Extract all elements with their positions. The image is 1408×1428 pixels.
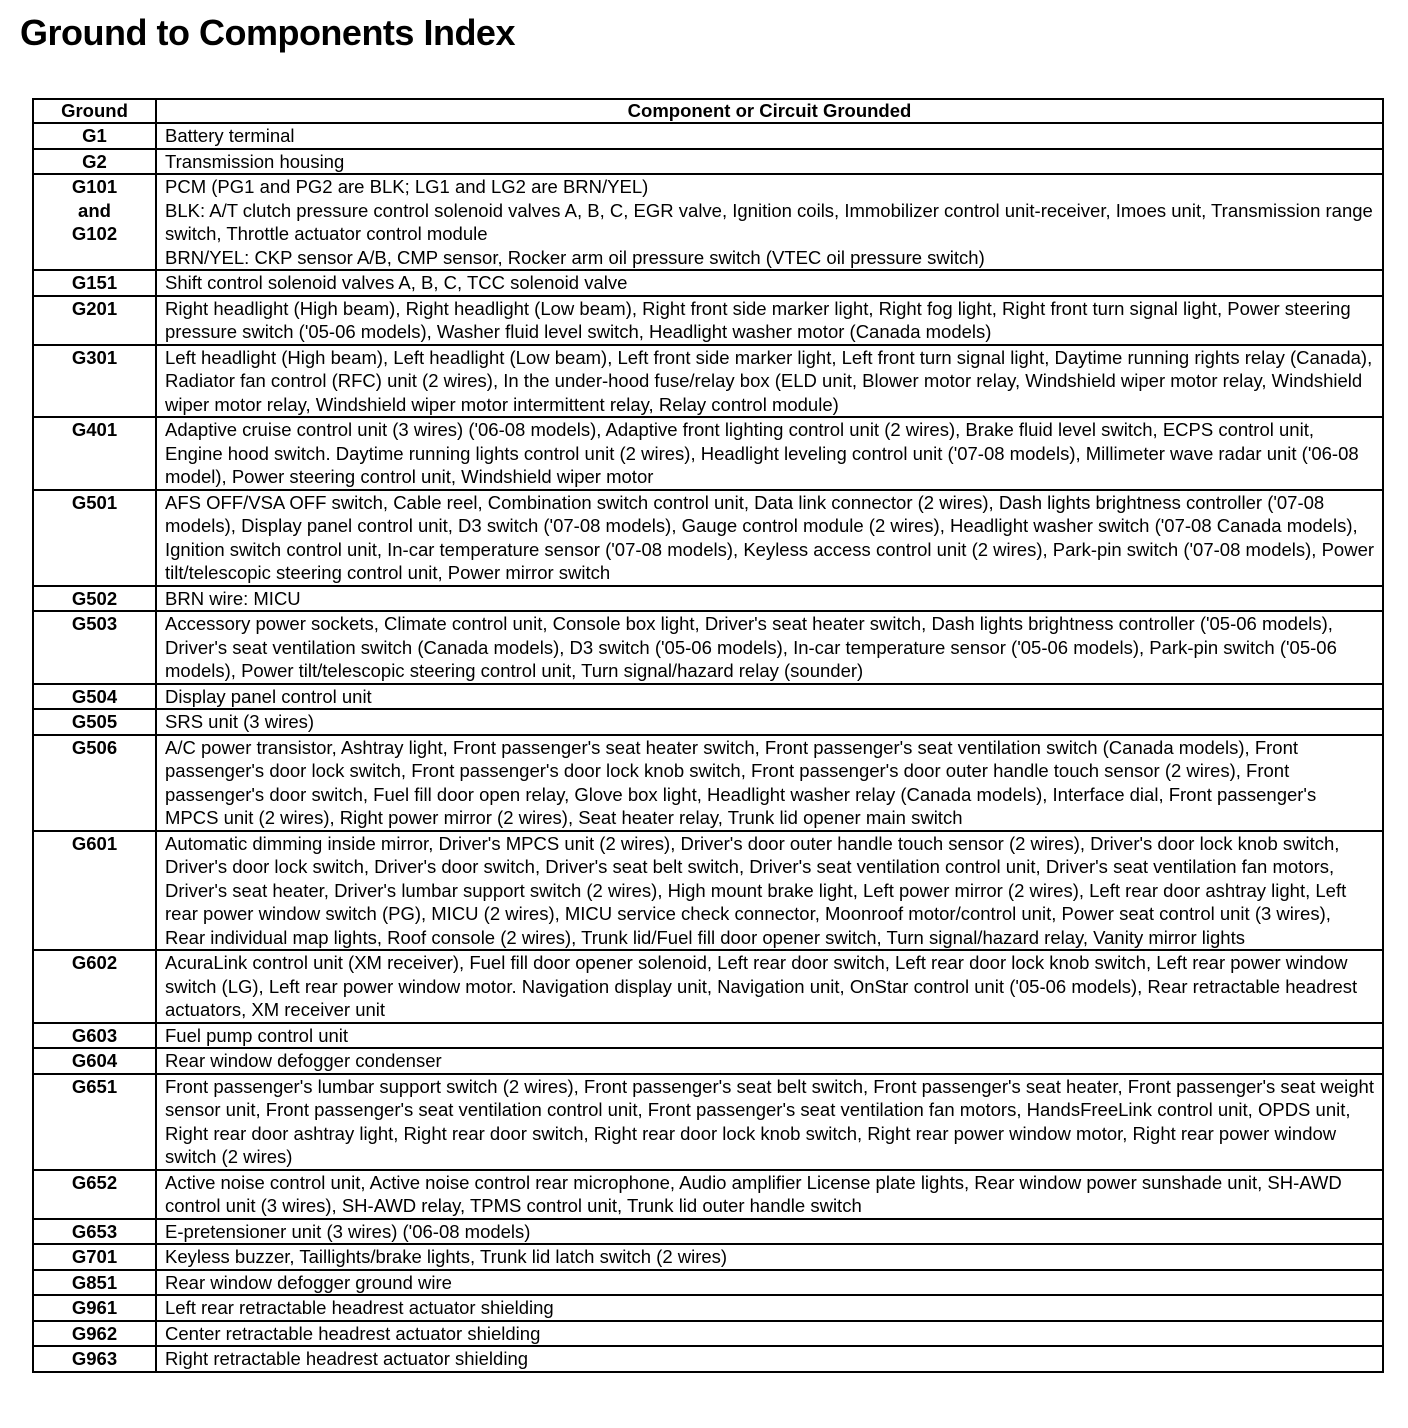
table-row xyxy=(33,174,1383,270)
ground-cell xyxy=(33,684,156,710)
ground-id: G652 xyxy=(71,1171,118,1193)
table-row xyxy=(33,1295,1383,1321)
table-row xyxy=(33,1170,1383,1219)
component-cell xyxy=(156,586,1383,612)
component-cell xyxy=(156,490,1383,586)
ground-cell xyxy=(33,1295,156,1321)
component-cell xyxy=(156,1170,1383,1219)
ground-cell xyxy=(33,950,156,1023)
component-text: Center retractable headrest actuator shielding xyxy=(165,1322,541,1344)
component-cell xyxy=(156,1244,1383,1270)
table-row xyxy=(33,345,1383,418)
component-text: A/C power transistor, Ashtray light, Front passenger's seat heater switch, Front passenger's seat ventilation switch (Canada models), Front passenger's door lock switch, Front passenger's door lock knob switch, Front passenger's door outer handle touch sensor (2 wires), Front passenger's door switch, Fuel fill door open relay, Glove box light, Headlight washer relay (Canada models), Interface dial, Front passenger's MPCS unit (2 wires), Right power mirror (2 wires), Seat heater relay, Trunk lid opener main switch xyxy=(165,736,1317,828)
ground-id: G961 xyxy=(71,1297,118,1318)
table-row xyxy=(33,1346,1383,1372)
component-text: PCM (PG1 and PG2 are BLK; LG1 and LG2 are BRN/YEL) xyxy=(165,176,649,197)
table-row xyxy=(33,123,1383,149)
component-text: BLK: A/T clutch pressure control solenoid valves A, B, C, EGR valve, Ignition coils, Immobilizer control unit-receiver, Imoes unit, Transmission range switch, Throttle actuator control module xyxy=(165,199,1373,244)
component-cell xyxy=(156,709,1383,735)
ground-id: G501 xyxy=(71,491,118,513)
component-text: Right retractable headrest actuator shielding xyxy=(165,1348,529,1369)
ground-id: G962 xyxy=(71,1322,118,1344)
component-cell xyxy=(156,950,1383,1023)
component-text: Left rear retractable headrest actuator shielding xyxy=(165,1297,554,1318)
ground-id: G102 xyxy=(71,223,118,244)
ground-cell xyxy=(33,611,156,684)
table-row xyxy=(33,1321,1383,1347)
ground-id: G504 xyxy=(71,685,118,707)
component-text: E-pretensioner unit (3 wires) ('06-08 models) xyxy=(165,1220,531,1242)
component-text: Front passenger's lumbar support switch (2 wires), Front passenger's seat belt switch, Front passenger's seat heater, Front passenger's seat weight sensor unit, Front passenger's seat ventilation control unit, Front passenger's seat ventilation fan motors, HandsFreeLink control unit, OPDS unit, Right rear door ashtray light, Right rear door switch, Right rear door lock knob switch, Right rear power window motor, Right rear power window switch (2 wires) xyxy=(165,1075,1374,1167)
page-title: Ground to Components Index xyxy=(20,12,515,53)
ground-cell xyxy=(33,1346,156,1372)
table-row xyxy=(33,417,1383,490)
ground-id: G653 xyxy=(71,1220,118,1242)
ground-cell xyxy=(33,1074,156,1170)
ground-id: G851 xyxy=(71,1271,118,1293)
table-row xyxy=(33,1244,1383,1270)
ground-id: G301 xyxy=(71,346,118,368)
component-cell xyxy=(156,1023,1383,1049)
table-row xyxy=(33,586,1383,612)
ground-id: G101 xyxy=(71,176,118,197)
ground-cell xyxy=(33,1219,156,1245)
component-cell xyxy=(156,1346,1383,1372)
ground-cell xyxy=(33,174,156,270)
ground-column-header: Ground xyxy=(33,99,156,123)
component-text: Transmission housing xyxy=(165,150,345,172)
component-cell xyxy=(156,831,1383,951)
table-row xyxy=(33,1023,1383,1049)
table-row xyxy=(33,735,1383,831)
ground-id: G604 xyxy=(71,1050,118,1071)
component-text: Automatic dimming inside mirror, Driver's MPCS unit (2 wires), Driver's door outer handle touch sensor (2 wires), Driver's door lock knob switch, Driver's door lock switch, Driver's door switch, Driver's seat belt switch, Driver's seat ventilation control unit, Driver's seat ventilation fan motors, Driver's seat heater, Driver's lumbar support switch (2 wires), High mount brake light, Left power mirror (2 wires), Left rear door ashtray light, Left rear power window switch (PG), MICU (2 wires), MICU service check connector, Moonroof motor/control unit, Power seat control unit (3 wires), Rear individual map lights, Roof console (2 wires), Trunk lid/Fuel fill door opener switch, Turn signal/hazard relay, Vanity mirror lights xyxy=(165,832,1347,948)
table-row xyxy=(33,1048,1383,1074)
ground-id: G2 xyxy=(82,150,107,172)
ground-cell xyxy=(33,1023,156,1049)
ground-id: G503 xyxy=(71,613,118,634)
ground-index-table xyxy=(32,98,1384,1373)
ground-id: G1 xyxy=(82,125,107,146)
component-text: Accessory power sockets, Climate control unit, Console box light, Driver's seat heater switch, Dash lights brightness controller ('05-06 models), Driver's seat ventilation switch (Canada models), D3 switch ('05-06 models), In-car temperature sensor ('05-06 models), Park-pin switch ('05-06 models), Power tilt/telescopic steering control unit, Turn signal/hazard relay (sounder) xyxy=(165,613,1337,681)
table-header-row xyxy=(33,99,1383,123)
table-row xyxy=(33,709,1383,735)
ground-id: G701 xyxy=(71,1246,118,1267)
ground-cell xyxy=(33,270,156,296)
component-cell xyxy=(156,345,1383,418)
component-text: BRN wire: MICU xyxy=(165,587,301,609)
table-row xyxy=(33,1270,1383,1296)
component-cell xyxy=(156,611,1383,684)
component-text: SRS unit (3 wires) xyxy=(165,711,315,732)
ground-cell xyxy=(33,1170,156,1219)
ground-id: G505 xyxy=(71,711,118,732)
component-cell xyxy=(156,1074,1383,1170)
component-text: Right headlight (High beam), Right headlight (Low beam), Right front side marker light, Right fog light, Right front turn signal light, Power steering pressure switch ('05-06 models), Washer fluid level switch, Headlight washer motor (Canada models) xyxy=(165,297,1351,342)
component-cell xyxy=(156,1270,1383,1296)
ground-cell xyxy=(33,1048,156,1074)
ground-cell xyxy=(33,1321,156,1347)
component-cell xyxy=(156,684,1383,710)
table-row xyxy=(33,490,1383,586)
table-row xyxy=(33,1219,1383,1245)
component-text: Rear window defogger ground wire xyxy=(165,1271,452,1293)
component-text: Fuel pump control unit xyxy=(165,1024,349,1046)
component-text: Left headlight (High beam), Left headlight (Low beam), Left front side marker light, Left front turn signal light, Daytime running rights relay (Canada), Radiator fan control (RFC) unit (2 wires), In the under-hood fuse/relay box (ELD unit, Blower motor relay, Windshield wiper motor relay, Windshield wiper motor relay, Windshield wiper motor intermittent relay, Relay control module) xyxy=(165,346,1373,415)
component-cell xyxy=(156,123,1383,149)
ground-cell xyxy=(33,831,156,951)
component-text: Adaptive cruise control unit (3 wires) ('06-08 models), Adaptive front lighting control unit (2 wires), Brake fluid level switch, ECPS control unit, Engine hood switch. Daytime running lights control unit (2 wires), Headlight leveling control unit ('07-08 models), Millimeter wave radar unit ('06-08 model), Power steering control unit, Windshield wiper motor xyxy=(165,419,1359,487)
ground-cell xyxy=(33,149,156,175)
component-cell xyxy=(156,1321,1383,1347)
ground-id: G502 xyxy=(71,587,118,609)
ground-cell xyxy=(33,123,156,149)
component-text: Active noise control unit, Active noise control rear microphone, Audio amplifier License plate lights, Rear window power sunshade unit, SH-AWD control unit (3 wires), SH-AWD relay, TPMS control unit, Trunk lid outer handle switch xyxy=(165,1171,1342,1216)
table-row xyxy=(33,950,1383,1023)
ground-id: G201 xyxy=(71,297,118,319)
component-column-header: Component or Circuit Grounded xyxy=(156,99,1383,123)
component-cell xyxy=(156,296,1383,345)
table-row xyxy=(33,270,1383,296)
ground-id: G963 xyxy=(71,1348,118,1369)
ground-id: G506 xyxy=(71,736,118,758)
table-row xyxy=(33,296,1383,345)
component-cell xyxy=(156,417,1383,490)
ground-id: G651 xyxy=(71,1075,118,1097)
component-text: AcuraLink control unit (XM receiver), Fuel fill door opener solenoid, Left rear door switch, Left rear door lock knob switch, Left rear power window switch (LG), Left rear power window motor. Navigation display unit, Navigation unit, OnStar control unit ('05-06 models), Rear retractable headrest actuators, XM receiver unit xyxy=(165,952,1358,1020)
table-body xyxy=(33,123,1383,1372)
table-row xyxy=(33,684,1383,710)
component-cell xyxy=(156,1295,1383,1321)
ground-id: G151 xyxy=(71,272,118,293)
component-text: Display panel control unit xyxy=(165,685,372,707)
component-text: Keyless buzzer, Taillights/brake lights, Trunk lid latch switch (2 wires) xyxy=(165,1246,728,1267)
component-cell xyxy=(156,270,1383,296)
table-row xyxy=(33,149,1383,175)
ground-id: G401 xyxy=(71,419,118,440)
ground-id: G602 xyxy=(71,952,118,973)
ground-cell xyxy=(33,735,156,831)
component-text: AFS OFF/VSA OFF switch, Cable reel, Combination switch control unit, Data link connector (2 wires), Dash lights brightness controller ('07-08 models), Display panel control unit, D3 switch ('07-08 models), Gauge control module (2 wires), Headlight washer switch ('07-08 Canada models), Ignition switch control unit, In-car temperature sensor ('07-08 models), Keyless access control unit (2 wires), Park-pin switch ('07-08 models), Power tilt/telescopic steering control unit, Power mirror switch xyxy=(165,491,1375,583)
table-row xyxy=(33,611,1383,684)
component-cell xyxy=(156,1219,1383,1245)
ground-cell xyxy=(33,296,156,345)
component-text: Shift control solenoid valves A, B, C, TCC solenoid valve xyxy=(165,272,628,293)
ground-id: G603 xyxy=(71,1024,118,1046)
ground-cell xyxy=(33,417,156,490)
ground-cell xyxy=(33,1244,156,1270)
component-cell xyxy=(156,174,1383,270)
table-row xyxy=(33,831,1383,951)
ground-cell xyxy=(33,586,156,612)
component-cell xyxy=(156,149,1383,175)
component-text: BRN/YEL: CKP sensor A/B, CMP sensor, Rocker arm oil pressure switch (VTEC oil pressure switch) xyxy=(165,246,985,268)
component-text: Battery terminal xyxy=(165,125,295,146)
ground-id: G601 xyxy=(71,832,118,854)
ground-cell xyxy=(33,490,156,586)
component-cell xyxy=(156,1048,1383,1074)
table-row xyxy=(33,1074,1383,1170)
ground-cell xyxy=(33,709,156,735)
component-text: Rear window defogger condenser xyxy=(165,1050,442,1071)
ground-cell xyxy=(33,1270,156,1296)
component-cell xyxy=(156,735,1383,831)
ground-cell xyxy=(33,345,156,418)
ground-id: and xyxy=(78,199,111,221)
